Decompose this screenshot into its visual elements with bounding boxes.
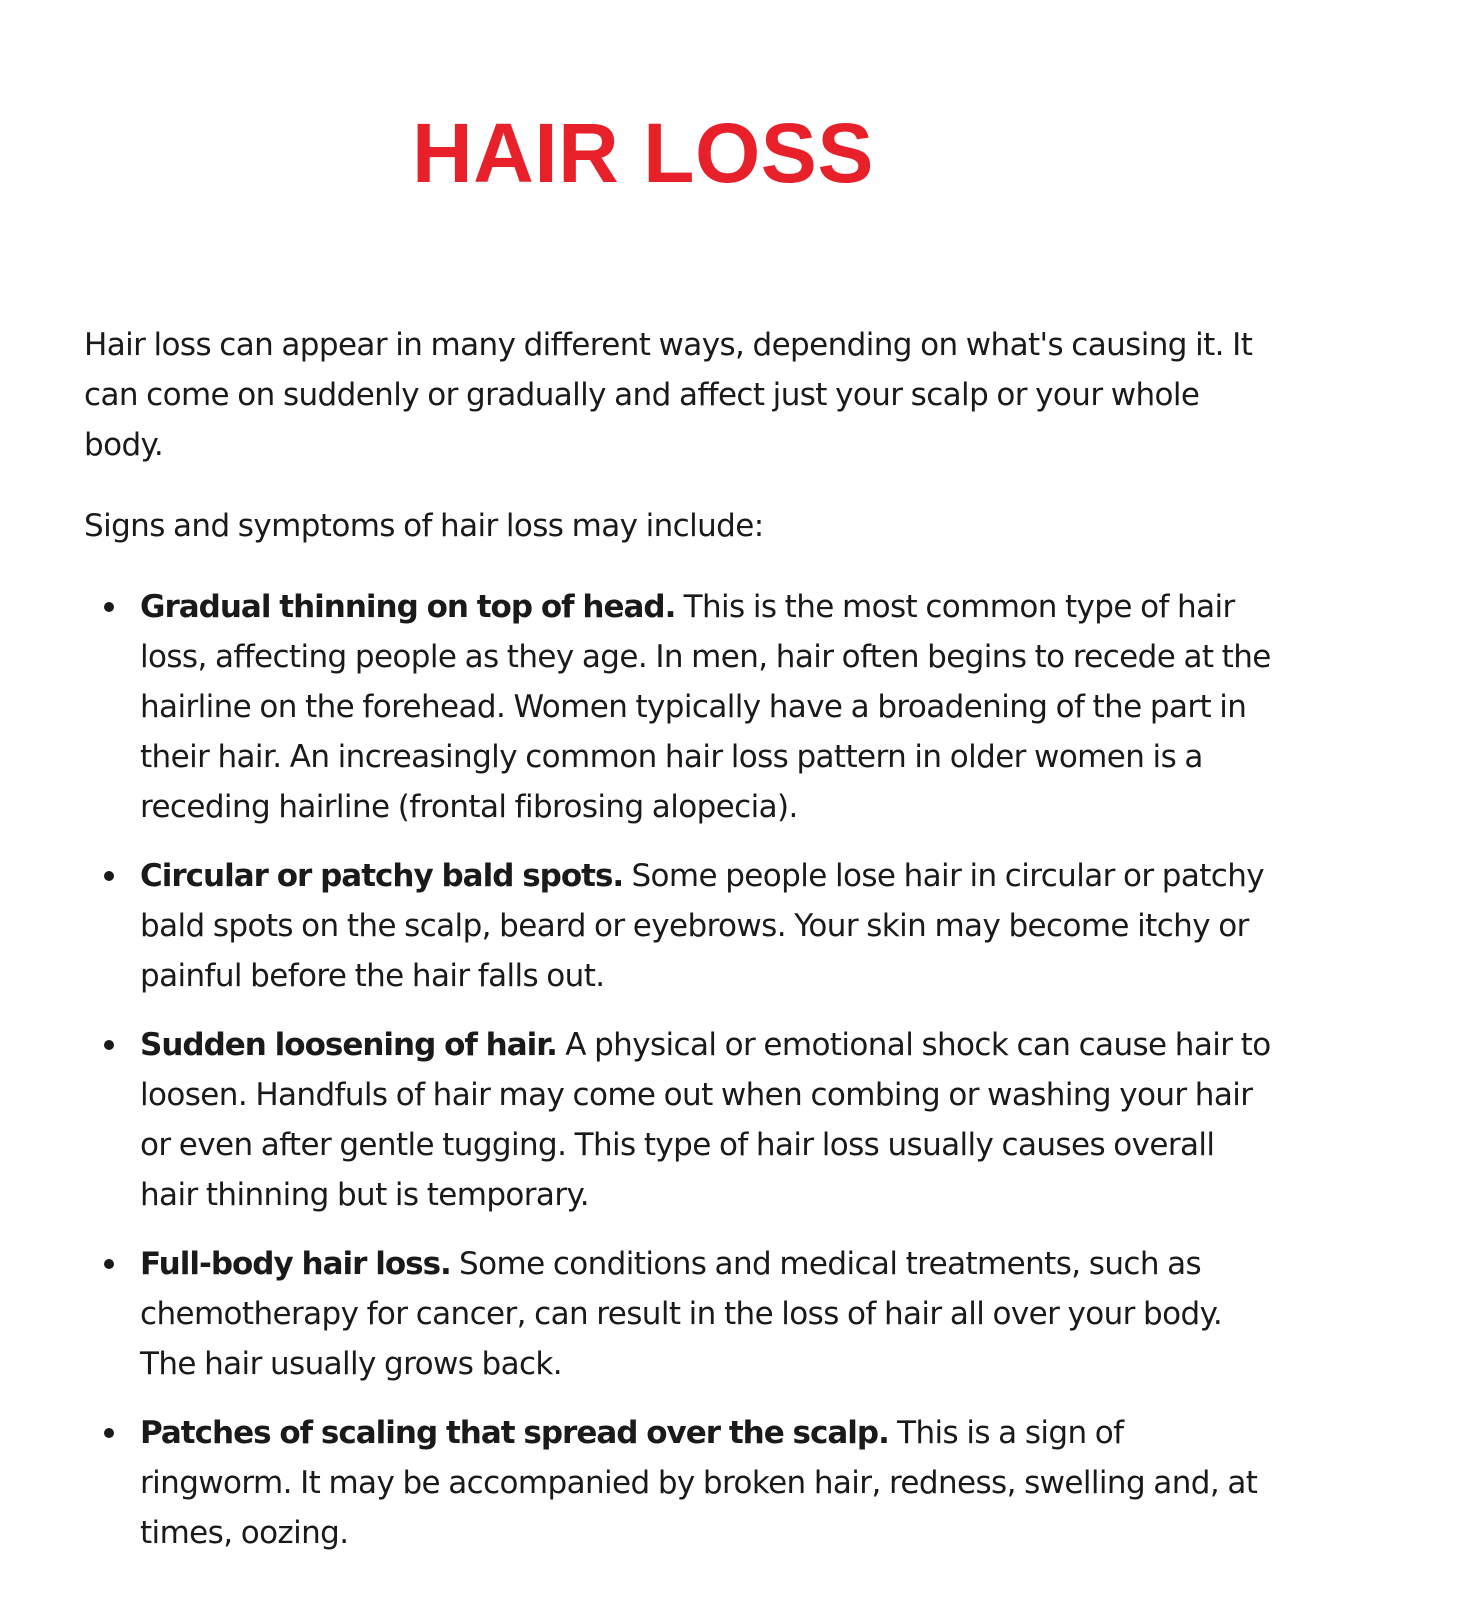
signs-heading: Signs and symptoms of hair loss may include: (84, 508, 764, 544)
bullet-icon (104, 1428, 114, 1438)
bullet-icon (104, 1040, 114, 1050)
symptom-description: This is a sign of ringworm. It may be accompanied by broken hair, redness, swelling and, at times, oozing. (140, 1415, 1258, 1551)
symptom-description: Some people lose hair in circular or patchy bald spots on the scalp, beard or eyebrows. Your skin may become itchy or painful before the hair falls out. (140, 858, 1265, 994)
bullet-icon (104, 602, 114, 612)
symptom-term: Circular or patchy bald spots. (140, 858, 624, 894)
symptom-description: This is the most common type of hair loss, affecting people as they age. In men, hair often begins to recede at the hairline on the forehead. Women typically have a broadening of the part in their hair. An increasingly common hair loss pattern in older women is a receding hairline (frontal fibrosing alopecia). (140, 589, 1271, 825)
bullet-icon (104, 1259, 114, 1269)
symptom-term: Sudden loosening of hair. (140, 1027, 557, 1063)
symptom-term: Patches of scaling that spread over the scalp. (140, 1415, 889, 1451)
symptom-description: A physical or emotional shock can cause hair to loosen. Handfuls of hair may come out when combing or washing your hair or even after gentle tugging. This type of hair loss usually causes overall hair thinning but is temporary. (140, 1027, 1271, 1213)
symptom-list (84, 582, 1274, 1558)
symptom-term: Gradual thinning on top of head. (140, 589, 676, 625)
list-item (84, 851, 1274, 1001)
list-item (84, 582, 1274, 832)
bullet-icon (104, 871, 114, 881)
list-item (84, 1020, 1274, 1220)
list-item (84, 1239, 1274, 1389)
page-title: HAIR LOSS (412, 106, 874, 200)
intro-paragraph: Hair loss can appear in many different ways, depending on what's causing it. It can come on suddenly or gradually and affect just your scalp or your whole body. (84, 327, 1253, 463)
list-item (84, 1408, 1274, 1558)
symptom-term: Full-body hair loss. (140, 1246, 451, 1282)
article-body (84, 320, 1274, 1577)
symptom-description: Some conditions and medical treatments, such as chemotherapy for cancer, can result in the loss of hair all over your body. The hair usually grows back. (140, 1246, 1223, 1382)
